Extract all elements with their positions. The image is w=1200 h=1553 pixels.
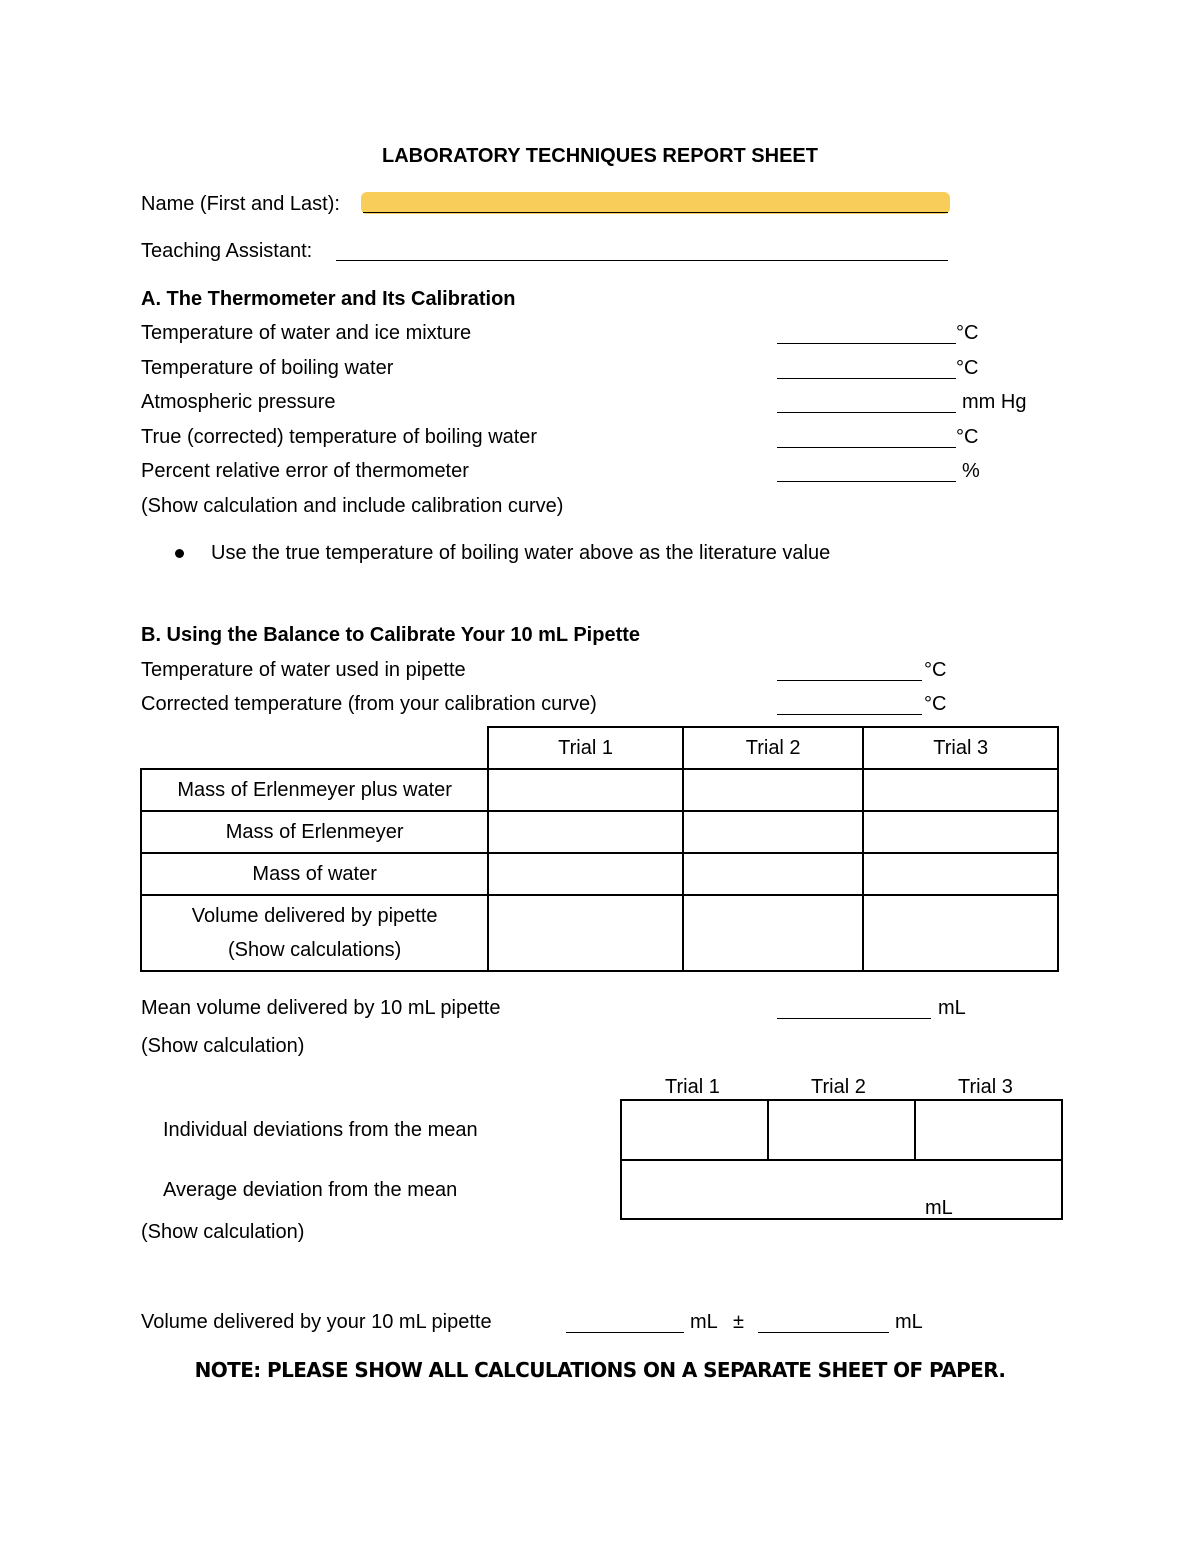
- table-cell[interactable]: [863, 811, 1058, 853]
- table-cell[interactable]: [488, 769, 683, 811]
- mean-label: Mean volume delivered by 10 mL pipette: [141, 997, 501, 1019]
- unit-label: °C: [924, 659, 947, 681]
- row-header: Mass of Erlenmeyer: [141, 811, 488, 853]
- unit-label: mL: [895, 1311, 923, 1333]
- pipette-temp-field[interactable]: [777, 680, 922, 681]
- row-label: True (corrected) temperature of boiling water: [141, 426, 538, 448]
- column-header: Trial 2: [683, 727, 864, 769]
- mass-table: [140, 726, 1059, 972]
- row-header-sub: (Show calculations): [227, 939, 402, 961]
- dev-column-header: Trial 2: [811, 1076, 866, 1098]
- footer-note: NOTE: PLEASE SHOW ALL CALCULATIONS ON A SEPARATE SHEET OF PAPER.: [194, 1358, 1006, 1382]
- dev-cell-trial-2[interactable]: [767, 1099, 916, 1161]
- final-label: Volume delivered by your 10 mL pipette: [141, 1311, 492, 1333]
- unit-label: °C: [924, 693, 947, 715]
- row-label: Percent relative error of thermometer: [141, 460, 469, 482]
- row-label: Temperature of boiling water: [141, 357, 394, 379]
- dev-column-header: Trial 1: [665, 1076, 720, 1098]
- row-label: Temperature of water used in pipette: [141, 659, 466, 681]
- dev-cell-trial-3[interactable]: [914, 1099, 1063, 1161]
- ice-temp-field[interactable]: [777, 343, 956, 344]
- section-a-heading: A. The Thermometer and Its Calibration: [141, 288, 516, 310]
- table-cell[interactable]: [863, 769, 1058, 811]
- table-cell[interactable]: [683, 853, 864, 895]
- name-highlight: [361, 192, 950, 214]
- corrected-temp-field[interactable]: [777, 714, 922, 715]
- unit-label: °C: [956, 426, 979, 448]
- row-header: Mass of Erlenmeyer plus water: [141, 769, 488, 811]
- name-label: Name (First and Last):: [141, 193, 340, 215]
- row-label: Temperature of water and ice mixture: [141, 322, 472, 344]
- calc-note: (Show calculation): [141, 1035, 305, 1057]
- bullet-icon: [175, 549, 184, 558]
- row-label: Atmospheric pressure: [141, 391, 336, 413]
- page-title: LABORATORY TECHNIQUES REPORT SHEET: [382, 145, 818, 167]
- ta-label: Teaching Assistant:: [141, 240, 313, 262]
- table-cell[interactable]: [488, 895, 683, 971]
- row-header-main: Volume delivered by pipette: [191, 905, 438, 927]
- boiling-temp-field[interactable]: [777, 378, 956, 379]
- error-field[interactable]: [777, 481, 956, 482]
- average-dev-label: Average deviation from the mean: [163, 1179, 458, 1201]
- name-field[interactable]: [363, 212, 948, 213]
- unit-label: °C: [956, 322, 979, 344]
- calc-note: (Show calculation): [141, 1221, 305, 1243]
- bullet-text: Use the true temperature of boiling water above as the literature value: [211, 542, 831, 564]
- final-volume-field[interactable]: [566, 1332, 684, 1333]
- table-cell[interactable]: [863, 853, 1058, 895]
- unit-label: mL: [690, 1311, 718, 1333]
- table-cell[interactable]: [488, 811, 683, 853]
- unit-label: °C: [956, 357, 979, 379]
- table-corner: [141, 727, 488, 769]
- column-header: Trial 1: [488, 727, 683, 769]
- table-cell[interactable]: [863, 895, 1058, 971]
- average-dev-cell[interactable]: [620, 1159, 1063, 1220]
- unit-label: mL: [925, 1197, 953, 1219]
- row-header: Mass of water: [141, 853, 488, 895]
- unit-label: %: [962, 460, 980, 482]
- section-b-heading: B. Using the Balance to Calibrate Your 10 mL Pipette: [141, 624, 641, 646]
- pressure-field[interactable]: [777, 412, 956, 413]
- individual-dev-label: Individual deviations from the mean: [163, 1119, 478, 1141]
- plus-minus-sign: ±: [733, 1311, 744, 1333]
- ta-field[interactable]: [336, 260, 948, 261]
- mean-field[interactable]: [777, 1018, 931, 1019]
- row-header: [141, 895, 488, 971]
- table-cell[interactable]: [683, 811, 864, 853]
- unit-label: mm Hg: [962, 391, 1027, 413]
- table-cell[interactable]: [488, 853, 683, 895]
- dev-cell-trial-1[interactable]: [620, 1099, 769, 1161]
- table-cell[interactable]: [683, 895, 864, 971]
- calc-note: (Show calculation and include calibration curve): [141, 495, 564, 517]
- dev-column-header: Trial 3: [958, 1076, 1013, 1098]
- unit-label: mL: [938, 997, 966, 1019]
- final-uncertainty-field[interactable]: [758, 1332, 889, 1333]
- column-header: Trial 3: [863, 727, 1058, 769]
- true-temp-field[interactable]: [777, 447, 956, 448]
- table-cell[interactable]: [683, 769, 864, 811]
- row-label: Corrected temperature (from your calibration curve): [141, 693, 597, 715]
